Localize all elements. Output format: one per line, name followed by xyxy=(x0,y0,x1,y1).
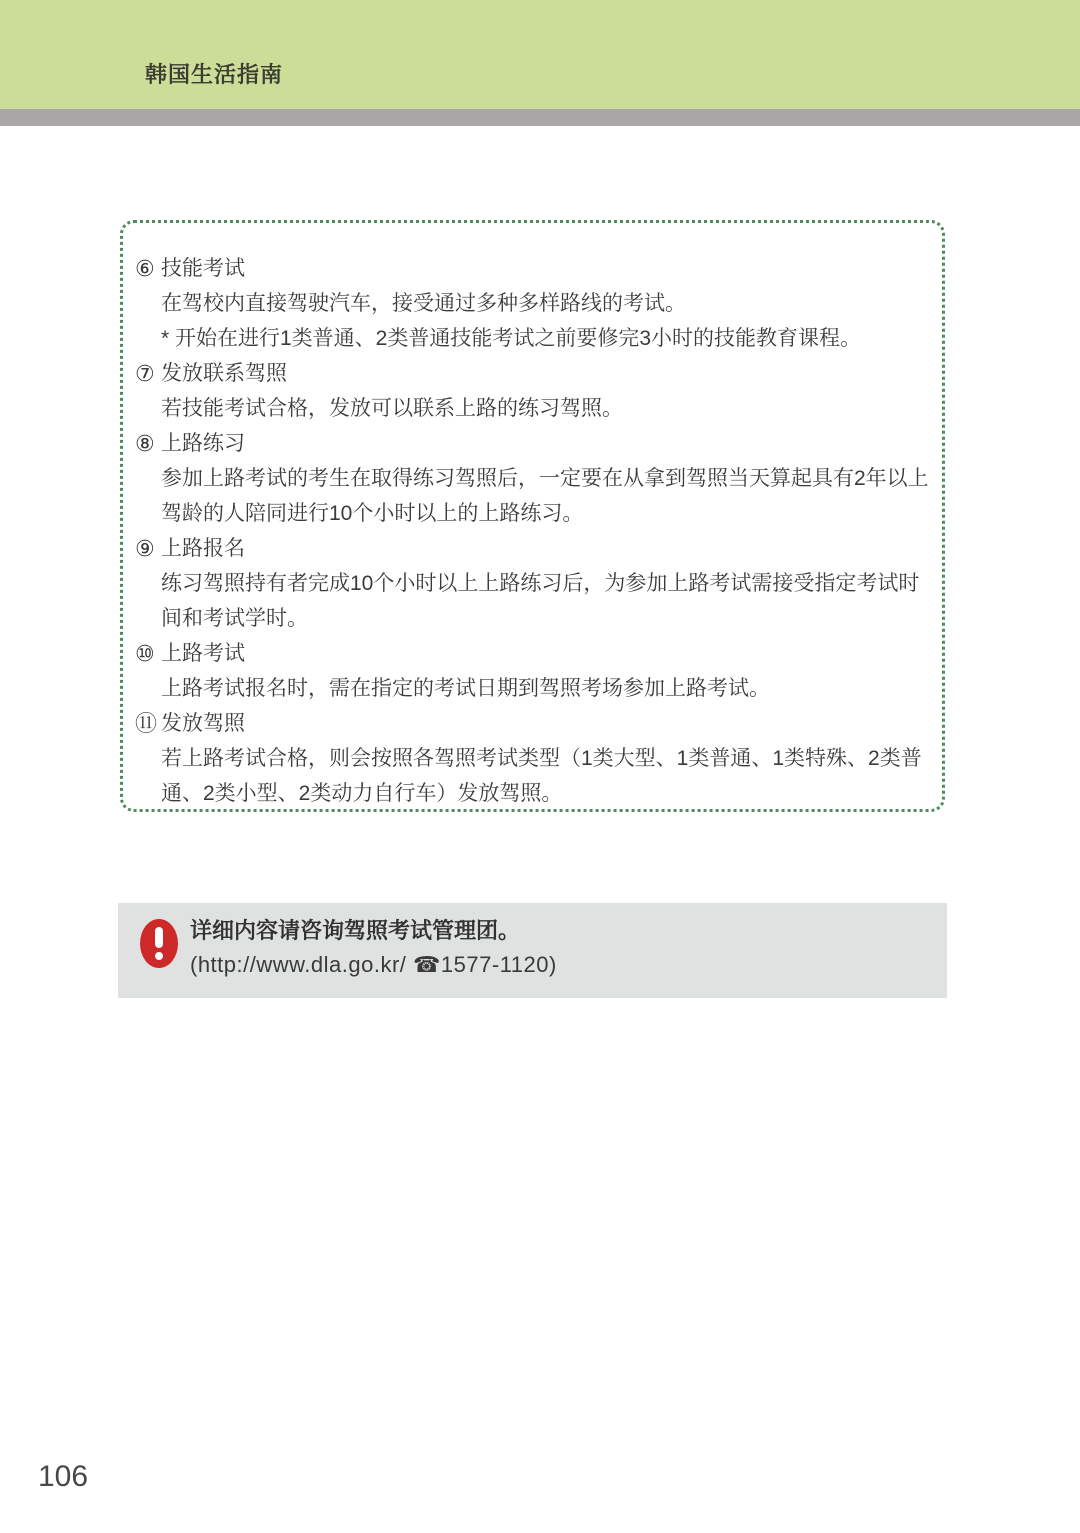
item-title: 技能考试 xyxy=(161,257,245,280)
item-line: 若上路考试合格，则会按照各驾照考试类型（1类大型、1类普通、1类特殊、2类普通、2类小型、2类动力自行车）发放驾照。 xyxy=(161,747,922,805)
item-heading xyxy=(135,636,940,671)
item-number: ⑩ xyxy=(135,641,155,666)
item-heading xyxy=(135,426,940,461)
item-number: ⑪ xyxy=(135,711,158,736)
item-title: 上路考试 xyxy=(161,642,245,665)
item-line: 在驾校内直接驾驶汽车，接受通过多种多样路线的考试。 xyxy=(161,292,686,315)
page-number: 106 xyxy=(38,1460,89,1493)
item-title: 发放联系驾照 xyxy=(161,362,287,385)
notice-title: 详细内容请咨询驾照考试管理团。 xyxy=(190,918,521,943)
item-line: 练习驾照持有者完成10个小时以上上路练习后，为参加上路考试需接受指定考试时间和考试学时。 xyxy=(161,572,920,630)
item-line: 上路考试报名时，需在指定的考试日期到驾照考场参加上路考试。 xyxy=(161,677,770,700)
guide-item xyxy=(135,636,940,706)
guide-item xyxy=(135,356,940,426)
notice-contact: (http://www.dla.go.kr/ ☎1577-1120) xyxy=(190,952,557,977)
exclamation-icon xyxy=(140,919,178,968)
item-heading xyxy=(135,356,940,391)
item-title: 上路报名 xyxy=(161,537,245,560)
item-body xyxy=(161,286,940,356)
item-body xyxy=(161,461,940,531)
notice-text xyxy=(190,914,930,982)
item-number: ⑧ xyxy=(135,431,155,456)
page-header xyxy=(0,0,1080,109)
item-body xyxy=(161,566,940,636)
exclamation-dot xyxy=(155,952,163,960)
item-number: ⑨ xyxy=(135,536,155,561)
item-heading xyxy=(135,531,940,566)
item-body xyxy=(161,671,940,706)
item-heading xyxy=(135,251,940,286)
guide-item xyxy=(135,251,940,356)
item-line: 参加上路考试的考生在取得练习驾照后，一定要在从拿到驾照当天算起具有2年以上驾龄的人陪同进行10个小时以上的上路练习。 xyxy=(161,467,929,525)
guide-item xyxy=(135,706,940,811)
item-title: 发放驾照 xyxy=(161,712,245,735)
item-title: 上路练习 xyxy=(161,432,245,455)
license-steps-box xyxy=(120,220,945,812)
item-line: * 开始在进行1类普通、2类普通技能考试之前要修完3小时的技能教育课程。 xyxy=(161,327,862,350)
item-number: ⑥ xyxy=(135,256,155,281)
item-line: 若技能考试合格，发放可以联系上路的练习驾照。 xyxy=(161,397,623,420)
guide-item-list xyxy=(135,251,940,811)
item-number: ⑦ xyxy=(135,361,155,386)
header-divider-bar xyxy=(0,109,1080,126)
exclamation-bar xyxy=(155,927,163,948)
guide-item xyxy=(135,531,940,636)
notice-box xyxy=(118,903,947,998)
header-title: 韩国生活指南 xyxy=(145,62,284,87)
item-heading xyxy=(135,706,940,741)
guide-item xyxy=(135,426,940,531)
item-body xyxy=(161,741,940,811)
item-body xyxy=(161,391,940,426)
